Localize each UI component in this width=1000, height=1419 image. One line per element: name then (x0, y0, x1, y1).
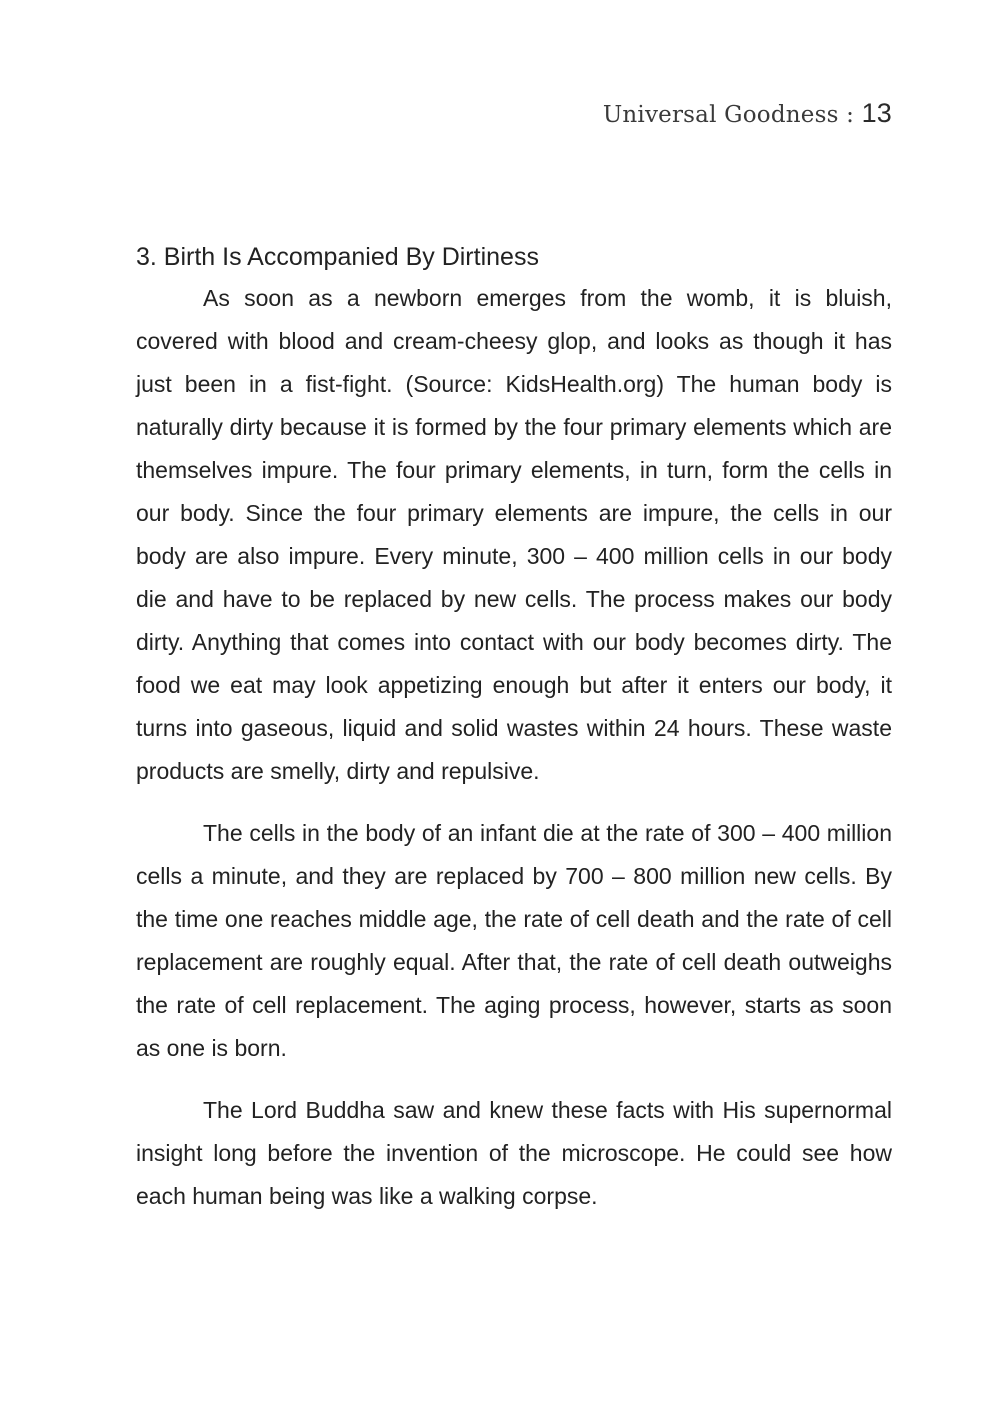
page-number: 13 (861, 98, 892, 128)
section-heading: 3. Birth Is Accompanied By Dirtiness (136, 243, 539, 271)
paragraph-buddha-insight: The Lord Buddha saw and knew these facts with His supernormal insight long before the invention of the microscope. He could see how each human being was like a walking corpse. (136, 1097, 892, 1209)
paragraph-cell-replacement: The cells in the body of an infant die at the rate of 300 – 400 million cells a minute, and they are replaced by 700 – 800 million new cells. By the time one reaches middle age, the rate of cell death and the rate of cell replacement are roughly equal. After that, the rate of cell death outweighs the rate of cell replacement. The aging process, however, starts as soon as one is born. (136, 820, 892, 1061)
running-header (603, 98, 892, 129)
running-title: Universal Goodness : (602, 102, 855, 128)
page-body (136, 238, 892, 1218)
paragraph-birth-dirtiness: As soon as a newborn emerges from the womb, it is bluish, covered with blood and cream-cheesy glop, and looks as though it has just been in a fist-fight. (Source: KidsHealth.org) The human body is naturally dirty because it is formed by the four primary elements which are themselves impure. The four primary elements, in turn, form the cells in our body. Since the four primary elements are impure, the cells in our body are also impure. Every minute, 300 – 400 million cells in our body die and have to be replaced by new cells. The process makes our body dirty. Anything that comes into contact with our body becomes dirty. The food we eat may look appetizing enough but after it enters our body, it turns into gaseous, liquid and solid wastes within 24 hours. These waste products are smelly, dirty and repulsive. (136, 285, 892, 784)
